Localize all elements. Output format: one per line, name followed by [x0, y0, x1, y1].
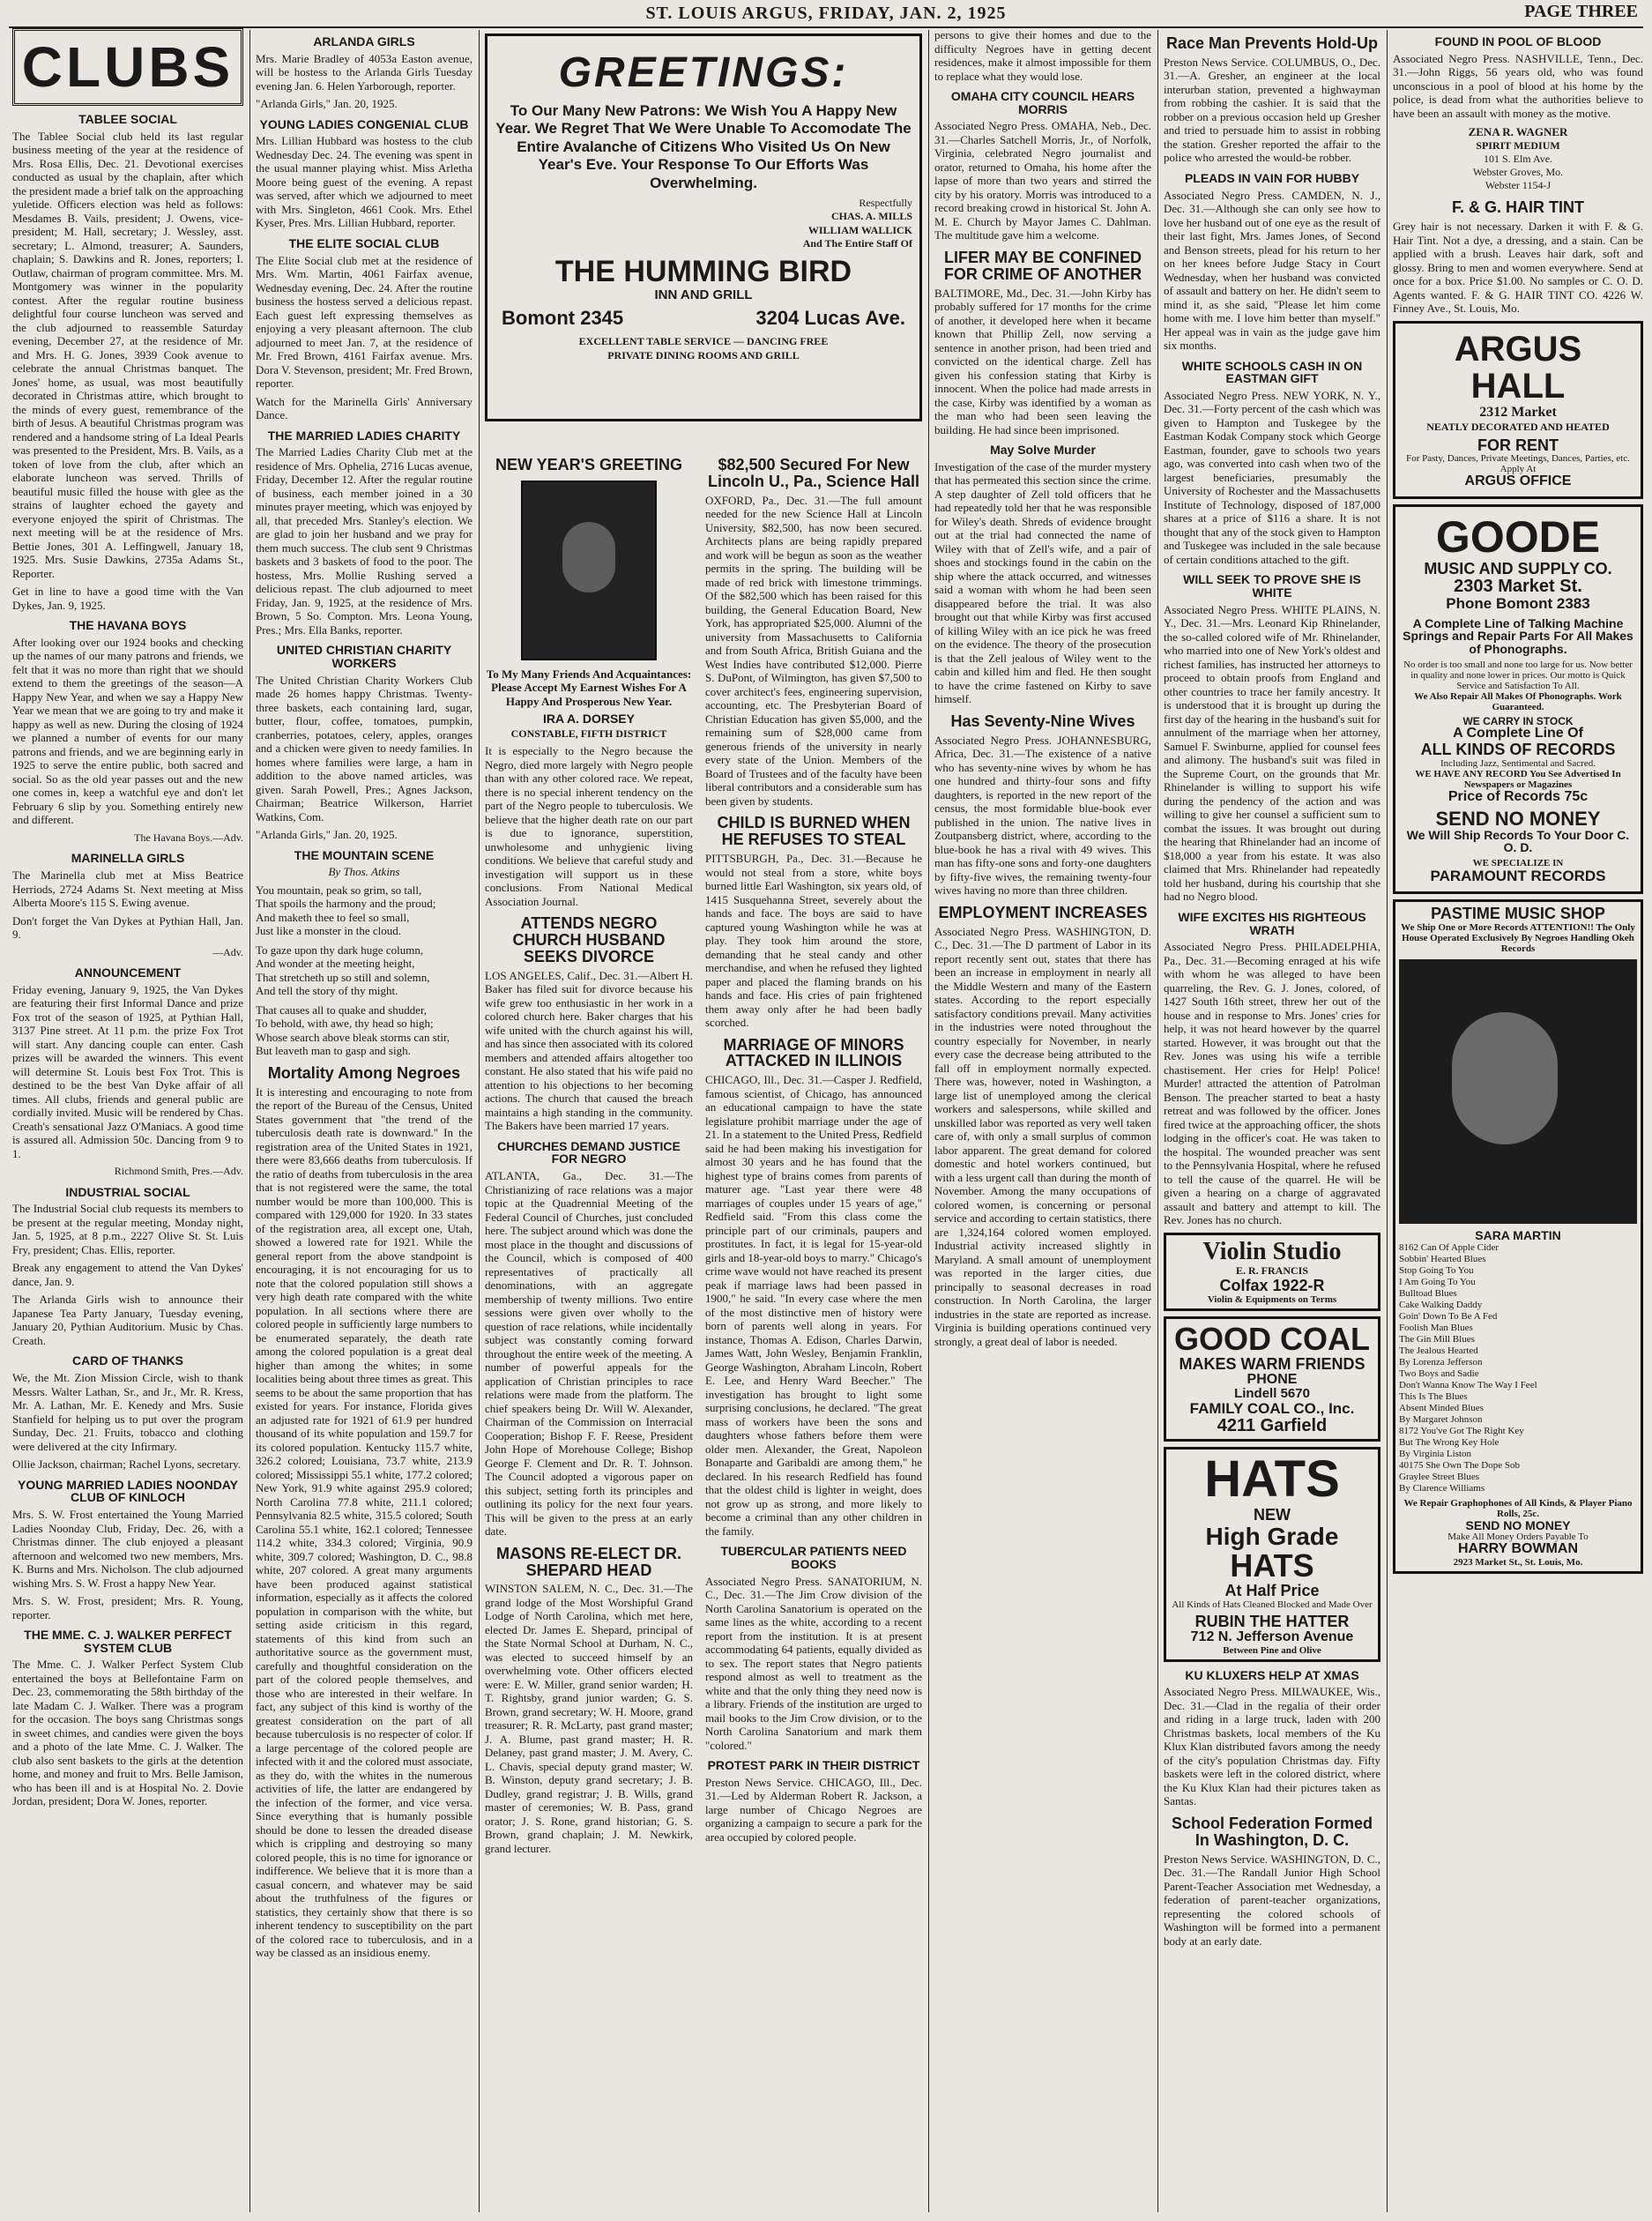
article-body: Preston News Service. COLUMBUS, O., Dec. 31.—A. Gresher, an engineer at the local interurban station, prevented a highwayman from robbing the cashier. It is said that the robber on a previous occasion held up Gresher and tried to persuade him to assist in robbing the station. Gresher reported the affair to the police who arrested the would-be robber.: [1164, 55, 1380, 165]
article-body: Mrs. Lillian Hubbard was hostess to the club Wednesday Dec. 24. The evening was spent in the usual manner playing whist. Miss Arletha Moore being guest of the evening. A repast was served, after which we adjourned to meet with Mrs. Singleton, 4661 Cook. Mrs. Ethel Kyser, Pres. Mrs. Lillian Hubbard, reporter.: [256, 134, 473, 230]
headline: CARD OF THANKS: [72, 1353, 183, 1368]
record-list-item: The Gin Mill Blues: [1399, 1333, 1475, 1345]
record-list-item: Stop Going To You: [1399, 1264, 1474, 1276]
headline: YOUNG MARRIED LADIES NOONDAY CLUB OF KINLOCH: [18, 1477, 238, 1505]
humming-bird-sub: INN AND GRILL: [654, 287, 753, 302]
column-3: [485, 450, 693, 2213]
goode-repair: We Also Repair All Makes Of Phonographs. Work Guaranteed.: [1414, 690, 1622, 712]
record-list-item: 40175 She Own The Dope Sob: [1399, 1459, 1520, 1471]
poem-line: That spoils the harmony and the proud;: [256, 897, 436, 911]
headline: LIFER MAY BE CONFINED FOR CRIME OF ANOTHER: [943, 248, 1142, 283]
coal-phone-label: PHONE: [1246, 1371, 1298, 1387]
article-body: Associated Negro Press. CAMDEN, N. J., Dec. 31.—Although she can only see how to love her husband out of one eye as the result of their last fight, Mrs. James Jones, of Second and Benson streets, plead for his return to her on her knees before Judge Stacy in Court Wednesday, when her husband was convicted of assault and battery on her. He didn't seem to mind it, as she said, "Please let him come home with me. I love him better than myself." Her appeal was in vain as the judge gave him six months.: [1164, 188, 1380, 353]
pastime-ad: [1393, 899, 1643, 1574]
record-list-item: Cake Walking Daddy: [1399, 1299, 1483, 1310]
coal-ad: [1164, 1316, 1380, 1442]
poem-line: To gaze upon thy dark huge column,: [256, 943, 424, 957]
poem-line: That stretcheth up so still and solemn,: [256, 970, 430, 984]
humming-bird-features: EXCELLENT TABLE SERVICE — DANCING FREE PRIVATE DINING ROOMS AND GRILL: [578, 335, 829, 361]
hats-title: HATS: [1204, 1450, 1340, 1509]
wagner-ad: [1393, 125, 1643, 192]
goode-specialize: WE SPECIALIZE IN: [1472, 858, 1564, 869]
headline: CHURCHES DEMAND JUSTICE FOR NEGRO: [497, 1138, 681, 1166]
greetings-names: CHAS. A. MILLS WILLIAM WALLICK And The Entire Staff Of: [802, 210, 912, 250]
notice: "Arlanda Girls," Jan. 20, 1925.: [256, 97, 398, 111]
column-rule: [1387, 30, 1388, 2212]
goode-stock: WE CARRY IN STOCK: [1462, 714, 1574, 727]
article-body: Preston News Service. CHICAGO, Ill., Dec. 31.—Led by Alderman Robert R. Jackson, a large number of Chicago Negroes are organizing a campaign to secure a park for the area occupied by colored people.: [705, 1775, 922, 1844]
headline: THE MARRIED LADIES CHARITY: [267, 428, 461, 443]
article-body: WINSTON SALEM, N. C., Dec. 31.—The grand lodge of the Most Worshipful Grand Lodge of North Carolina, which met here, elected Dr. James E. Shepard, principal of the State Normal School at Durham, N. C., was elected to succeed himself by an overwhelming vote. Other officers elected were: E. W. Miller, grand senior warden; H. T. Rightsby, grand junior warden; G. S. Brown, grand secretary; W. H. Moore, grand treasurer; R. R. McLarty, past grand master; J. A. Blume, past grand master; H. R. Delaney, past grand master; J. M. Avery, C. L. Chavis, special deputy grand master; W. B. Winston, deputy grand secretary; J. B. Dudley, grand registrar; J. B. Wills, grand master of ceremonies; W. B. Pass, grand orator; J. S. Rone, grand historian; G. S. Brown, grand chaplain; J. M. Newkirk, grand lecturer.: [485, 1582, 693, 1855]
violin-title: Violin Studio: [1202, 1237, 1342, 1265]
dateline: ST. LOUIS ARGUS, FRIDAY, JAN. 2, 1925: [645, 4, 1007, 23]
goode-line2: A Complete Line Of: [1453, 726, 1583, 742]
page-header: [0, 0, 1652, 25]
argus-address: 2312 Market: [1479, 404, 1557, 420]
poem-line: But leaveth man to gasp and sigh.: [256, 1044, 411, 1058]
article-body: Associated Negro Press. WASHINGTON, D. C., Dec. 31.—The D partment of Labor in its report recently sent out, states that there has been an increase in employment in nearly all the Middle Western and many of the Eastern states. According to the report especially satisfactory conditions prevail. Many activities in the industries were noted throughout the country especially for November, in nearly every case the decrease being attributed to the fall off in employment normally expected. There was, however, noted in Washington, a large list of unemployed among the clerical workers and salespersons, while skilled and unskilled labor was reported as very well taken care of, with only a small surplus of common labor apparent. The great demand for colored domestic and hotel workers continued, but with a less urgent call than during the month of November. Among the many occupations of colored women, is concerning or personal service and according to certain statistics, there are 1,324,164 colored women employed. Industrial activity increased slightly in Maryland. A small amount of unemployment was reported in the larger cities, due principally to seasonal decreases in road construction. In North Carolina, the larger industries in the state are reported as increase. Virginia is building operations continued very strongly, a great deal of labor is needed.: [934, 924, 1151, 1348]
goode-send: SEND NO MONEY: [1435, 807, 1601, 830]
column-rule: [249, 30, 250, 2212]
violin-name: E. R. FRANCIS: [1235, 1264, 1308, 1278]
humming-bird-phone: Bomont 2345: [502, 307, 624, 330]
coal-company: FAMILY COAL CO., Inc.: [1189, 1400, 1355, 1418]
wagner-title: SPIRIT MEDIUM: [1476, 139, 1560, 153]
article-body: Mrs. Marie Bradley of 4053a Easton avenue, will be hostess to the Arlanda Girls Tuesday evening Jan. 6. Helen Yarborough, reporter.: [256, 51, 473, 93]
hats-ad: [1164, 1447, 1380, 1662]
portrait-photo: [521, 481, 657, 660]
headline: CHILD IS BURNED WHEN HE REFUSES TO STEAL: [717, 814, 911, 849]
article-body: Friday evening, January 9, 1925, the Van Dykes are featuring their first Informal Dance and prize Fox trot of the season of 1925, at Pythian Hall, 3137 Pine street. At 11 p.m. the prize Fox Trot will start. Any dancing couple can enter. Cash prizes will be awarded the winners. This event will determine St. Louis best Fox Trot. This is destined to be the best Van Dyke affair of all times. All clubs, friends and general public are cordially invited. Music will be rendered by Chas. Creath's sensational Jazz O'Maniacs. A good time is assured all. Admission 50c. Dancing from 9 to 1.: [12, 982, 243, 1160]
article-body: To My Many Friends And Acquaintances: Please Accept My Earnest Wishes For A Happy And Prosperous New Year.: [486, 667, 692, 708]
okeh-address: 2923 Market St., St. Louis, Mo.: [1453, 1557, 1583, 1569]
record-list-item: Graylee Street Blues: [1399, 1471, 1480, 1482]
record-list-item: Foolish Man Blues: [1399, 1322, 1473, 1333]
greetings-ad: [485, 28, 922, 443]
column-6: [1164, 28, 1380, 2215]
poem-line: You mountain, peak so grim, so tall,: [256, 883, 422, 897]
article-body: ATLANTA, Ga., Dec. 31.—The Christianizing of race relations was a major topic at the Quadrennial Meeting of the Federal Council of Churches, just concluded here. The subject around which was done the most place in the thought and discussions of the Council, which is composed of 400 representatives of practically all denominations, with an aggregate membership of twenty millions. Two entire sessions were given over wholly to the question of race relations, while incidentally subject was constantly coming forward throughout the entire week of the meeting. A number of powerful appeals for the application of Christian principles to race relations were made from the platform. The chief speakers being Dr. Will W. Alexander, Chairman of the Commission on Interracial Cooperation; Bishop F. F. Reese, President John Hope of Morehouse College; Bishop George F. Clement and Dr. R. T. Johnson. The Council adopted a vigorous paper on this subject, setting forth its principles and outlining its policy for the next four years. This will be given to the press at an early date.: [485, 1169, 693, 1539]
goode-have: WE HAVE ANY RECORD You See Advertised In Newspapers or Magazines: [1415, 768, 1621, 790]
column-rule: [1157, 30, 1158, 2212]
headline: TABLEE SOCIAL: [78, 112, 177, 126]
headline: THE ELITE SOCIAL CLUB: [288, 235, 440, 250]
column-2: [256, 28, 473, 2215]
record-list-item: By Virginia Liston: [1399, 1448, 1472, 1459]
headline: WILL SEEK TO PROVE SHE IS WHITE: [1183, 572, 1361, 600]
notice: Watch for the Marinella Girls' Anniversary Dance.: [256, 394, 473, 422]
article-body: The Industrial Social club requests its members to be present at the regular meeting, Monday night, Jan. 5, 1925, at 8 p.m., 2227 Olive St. St. Luis Fry, president; Chas. Ellis, reporter.: [12, 1202, 243, 1256]
article-body: It is interesting and encouraging to note from the report of the Bureau of the Census, United States government that "the trend of the tuberculosis death rate is downward." In the registration area of the United States in 1921, there were 83,666 deaths from tuberculosis. If the ratio of deaths from tuberculosis in the area that is not registered were the same, the total number would be more than 100,000. This is compared with 129,000 for 1920. In 33 states of the registration area, all except one, Utah, showed a lowered rate for 1921. While the general report from the above standpoint is encouraging, it is not encouraging for us to note that the colored population still shows a very high death rate compared with the white population. In all sections where there are colored people in sufficiently large numbers to be enumerated separately, the death rate among the colored population is a great deal higher than among the whites; in some localities being about three times as great. This seems to be about the same proportion that has existed for years. For instance, Florida gives an adjusted rate for 1921 of 61.9 per hundred thousand of its white population and 159.7 for its colored population. Kentucky 115.7 white, 326.2 colored; Louisiana, 73.7 white, 213.9 colored; Mississippi 55.1 white, 177.2 colored; New York, 91.9 white against 295.9 colored; North Carolina 77.8 white, 211.1 colored; Pennsylvania 82.5 white, 315.5 colored; South Carolina 55.1 white, 162.1 colored; Tennessee 114.2 white, 334.3 colored; Virginia, 90.9 white, 309.7 colored; Washington, D. C., 98.8 white, 207 colored. A great many arguments have been produced against statistical information, especially as it affects the colored population in comparison with the white, but setting aside criticism in this regard, statements of this kind from such an authoritative source as the government must, carefully and thoughtful consideration on the part of the colored people themselves, and those who are interested in their welfare. In fact, any subject of this kind is worthy of the greatest consideration on the part of all because tuberculosis is no respecter of color. If a large percentage of the colored people are infected with it and the colored must associate, as they do, with the whites in the numerous activities of life, the latter are endangered by the infection of the former, and vice versa. Since everything that is humanly possible should be done to lessen the dreaded disease which is crippling and destroying so many colored people, this is no time for ignorance or indifference. We believe that it is more than a casual concern, and whatever may be said about the truthfulness of the figures or statistics, they certainly show that there is so inherent tendency to susceptibility on the part of the colored race to tuberculosis, and in a way be classed as an insidious enemy.: [256, 1084, 473, 1960]
record-list-item: But The Wrong Key Hole: [1399, 1436, 1499, 1448]
record-list-item: Absent Minded Blues: [1399, 1402, 1484, 1413]
subheadline: May Solve Murder: [990, 443, 1096, 458]
portrait-face: [562, 522, 615, 593]
headline: WIFE EXCITES HIS RIGHTEOUS WRATH: [1178, 909, 1366, 937]
article-body: The Elite Social club met at the residence of Mrs. Wm. Martin, 4061 Fairfax avenue, Wednesday evening, Dec. 24. After the routine business the hostess served a delicious repast. Each guest left expressing themselves as enjoying a very pleasant afternoon. The club adjourned to meet Jan. 7, at the residence of Mr. Fred Brown, 4161 Fairfax avenue. Mrs. Dora V. Stevenson, president; Mr. Fred Brown, reporter.: [256, 253, 473, 391]
headline: Race Man Prevents Hold-Up: [1165, 34, 1379, 52]
poem-line: To behold, with awe, thy head so high;: [256, 1017, 434, 1031]
page-number: PAGE THREE: [1524, 2, 1638, 21]
argus-office: ARGUS OFFICE: [1464, 473, 1572, 489]
record-list-item: The Jealous Hearted: [1399, 1345, 1478, 1356]
headline: F. & G. HAIR TINT: [1452, 198, 1584, 217]
wagner-city: Webster Groves, Mo.: [1472, 166, 1564, 179]
headline: PLEADS IN VAIN FOR HUBBY: [1184, 170, 1360, 185]
signature: IRA A. DORSEY: [543, 712, 635, 727]
article-body: Associated Negro Press. NEW YORK, N. Y., Dec. 31.—Forty percent of the cash which was given to Hampton and Tuskegee by the Eastman Kodak Company stock which George Eastman, founder, gave to schools two years ago, was converted into cash when two of the largest beneficiaries, presumably the University of Rochester and the Massachusetts Institute of Technology, disposed of 187,000 shares at a price of $116 a share. It is not thought that any of the stock given to Hampton and Tuskegee was included in the sale because of certain conditions attached to the gift.: [1164, 388, 1380, 566]
headline: Has Seventy-Nine Wives: [950, 712, 1135, 730]
record-list-item: 8172 You've Got The Right Key: [1399, 1425, 1524, 1436]
article-body: Preston News Service. WASHINGTON, D. C., Dec. 31.—The Randall Junior High School Parent-Teacher Association met Wednesday, a federation of parent-teacher organizations, representing the colored schools of Washington will be formed into a permanent body at an early date.: [1164, 1852, 1380, 1948]
article-body: Mrs. S. W. Frost entertained the Young Married Ladies Noonday Club, Friday, Dec. 26, with a Christmas dinner. The club enjoyed a pleasant afternoon and welcomed two new members, Mrs. K. Burns and Mrs. Nicholson. The club adjourned wishing Mrs. S. W. Frost a happy New Year.: [12, 1508, 243, 1590]
okeh-artist: SARA MARTIN: [1475, 1227, 1561, 1242]
pastime-body: We Ship One or More Records ATTENTION!! The Only House Operated Exclusively By Negroes Handling Okeh Records: [1401, 921, 1635, 954]
headline: ATTENDS NEGRO CHURCH HUSBAND SEEKS DIVORCE: [512, 914, 666, 965]
record-list-item: Don't Wanna Know The Way I Feel: [1399, 1379, 1537, 1390]
violin-phone: Colfax 1922-R: [1219, 1277, 1325, 1295]
hats-name: RUBIN THE HATTER: [1194, 1612, 1350, 1630]
headline: MARRIAGE OF MINORS ATTACKED IN ILLINOIS: [723, 1035, 904, 1070]
record-list-item: Bulltoad Blues: [1399, 1287, 1457, 1299]
headline: KU KLUXERS HELP AT XMAS: [1185, 1667, 1359, 1682]
headline: Mortality Among Negroes: [267, 1063, 461, 1082]
article-body: Associated Negro Press. NASHVILLE, Tenn., Dec. 31.—John Riggs, 56 years old, who was found unconscious in a pool of blood at his home by the police, is dead from what the authorities believe to have been an assault with money as the motive.: [1393, 51, 1643, 120]
goode-ship: We Will Ship Records To Your Door C. O. D.: [1406, 827, 1630, 855]
poem-line: And tell the story of thy might.: [256, 984, 398, 998]
coal-sub: MAKES WARM FRIENDS: [1179, 1354, 1366, 1373]
argus-rent: FOR RENT: [1477, 436, 1559, 454]
record-list-item: By Clarence Williams: [1399, 1482, 1485, 1494]
goode-line: A Complete Line of Talking Machine Springs and Repair Parts For All Makes of Phonographs.: [1403, 615, 1633, 656]
poem-line: Just like a monster in the cloud.: [256, 924, 402, 938]
argus-apply: Apply At: [1499, 464, 1537, 475]
record-list-item: Two Boys and Sadie: [1399, 1368, 1479, 1379]
clubs-title: CLUBS: [21, 35, 234, 99]
wagner-name: ZENA R. WAGNER: [1468, 125, 1568, 139]
record-list-item: By Lorenza Jefferson: [1399, 1356, 1483, 1368]
signature: The Havana Boys.—Adv.: [134, 831, 243, 844]
goode-sub: MUSIC AND SUPPLY CO.: [1424, 559, 1612, 578]
coal-phone: Lindell 5670: [1234, 1386, 1310, 1402]
headline: MASONS RE-ELECT DR. SHEPARD HEAD: [495, 1544, 681, 1579]
column-1: [12, 28, 243, 2215]
headline: OMAHA CITY COUNCIL HEARS MORRIS: [950, 89, 1135, 116]
signature: Ollie Jackson, chairman; Rachel Lyons, secretary.: [12, 1457, 242, 1472]
pastime-title: PASTIME MUSIC SHOP: [1431, 904, 1605, 922]
column-7: [1393, 28, 1643, 2215]
hats-new: NEW: [1254, 1505, 1291, 1524]
goode-address: 2303 Market St.: [1454, 576, 1582, 596]
woman-face: [1452, 1012, 1558, 1144]
hats-hats: HATS: [1230, 1547, 1314, 1584]
poem-line: And maketh thee to feel so small,: [256, 910, 410, 924]
article-body: LOS ANGELES, Calif., Dec. 31.—Albert H. Baker has filed suit for divorce because his wife grew too enthusiastic in her work in a colored church here. Baker charges that his wife united with the church against his will, and has since then associated with its colored members and attended affairs altogether too constant. He also stated that his wife paid no attention to his objections to her becoming actions. The church that caused the breach maintains a high standing in the community. The Bakers have been married 17 years.: [485, 968, 693, 1133]
column-4: [705, 450, 922, 2213]
column-rule: [479, 30, 480, 2212]
record-list-item: Goin' Down To Be A Fed: [1399, 1310, 1498, 1322]
argus-for: For Pasty, Dances, Private Meetings, Dances, Parties, etc.: [1406, 453, 1630, 465]
signature: Mrs. S. W. Frost, president; Mrs. R. Young, reporter.: [12, 1594, 243, 1621]
poem-line: Whose search above bleak storms can stir,: [256, 1030, 450, 1044]
article-body: OXFORD, Pa., Dec. 31.—The full amount needed for the new Science Hall at Lincoln University, $82,500, has now been secured. Architects plans are being rapidly prepared and work will be begun as soon as the weather permits in the spring. The building will be made of red brick with limestone trimmings. Of the $82,500 which has been raised for this building, the General Education Board, New York, has appropriated $25,000. Alumni of the university from Massachusetts to California and from South Africa, British Guiana and the West Indies have contributed $12,000. Pierre S. DuPont, of Wilmington, has given $7,500 to cover architect's fees, engineering supervision, accounting, etc. The Presbyterian Board of Christian Education has given $5,000, and the remaining sum of $28,000 came from generous friends of the university in nearly every state of the Union. Members of the Board of Trustees and of the faculty have been liberal contributors and a considerable sum has been given by students.: [705, 493, 922, 808]
okeh-send: SEND NO MONEY: [1465, 1517, 1571, 1532]
goode-phone: Phone Bomont 2383: [1446, 594, 1590, 612]
article-body: The Tablee Social club held its last regular business meeting of the year at the residence of Mrs. Rosa Ellis, Dec. 21. Devotional exercises conducted as usual by the chaplain, after which the president made a brief talk on the approaching yuletide. Officers election was held as follows: Mesdames B. Vails, president; J. Owens, vice-president; M. Hall, secretary; J. Wessley, asst. secretary; L. Almond, treasurer; A. Saunders, chaplain; S. Dawkins and R. Jones, reporters; I. Outlaw, chairman of program committee. Mrs. M. Montgomery was winner in the popularity contest. After the regular routine business delightful four course luncheon was served and the club adjourned to reassemble Saturday evening, December 27, at the residence of Mr. and Mrs. H. G. Jones, 3939 Cook avenue to celebrate the annual Christmas banquet. The Jones' home, as usual, was most beautifully decorated in Christmas attire, which brought to the minds of every guest, remembrance of the birth of Jesus. A beautiful Christmas program was rendered and a handsome string of La Ideal Pearls was presented to the President, Mrs. B. Vails, as a token of love from the club, after which an elaborate luncheon was served. Thrills of beautiful music filled the house with glee as the strains of laughter echoed the gayety and everyone enjoyed the spirit of Christmas. The next meeting will be at the residence of Mrs. Bettie Jones, 301 A. Leffingwell, January 18, 1925. Mrs. Susie Dawkins, 2735a Adams St., Reporter.: [12, 129, 243, 580]
hats-address: 712 N. Jefferson Avenue: [1190, 1628, 1354, 1644]
article-body: PITTSBURGH, Pa., Dec. 31.—Because he would not steal from a store, white boys burned little Earl Washington, six years old, of 1415 Susquehanna Street, severely about the hands and face. The boys are said to have captured young Washington while he was at play. They took him around the store, demanding that he steal candy and other merchandise, and when he refused they lighted paper and placed the flaming brands on his hands and face. His cries of pain frightened them away only after he had been badly scorched.: [705, 852, 922, 1030]
article-body: Investigation of the case of the murder mystery that has permeated this section since the crime. A step daughter of Zell told officers that he had repeatedly told her that he was responsible for Wiley's death. Shreds of evidence brought out at the trial had connected the name of Wiley with that of Zell's wife, and a pair of shoes and stockings found in the cabin on the ship where the attack occurred, and witnesses said a woman with whom he had been seen disappeared before the trial. It was also brought out that while Kirby was first accused of killing Wiley with an ice pick he was freed on the evidence. The theory of the prosecution is that the Zell jealous of Wiley went to the cabin and killed him and fled. He then sought to have the crime fastened on Kirby to save himself.: [934, 459, 1151, 706]
okeh-repair: We Repair Graphophones of All Kinds, & Player Piano Rolls, 25c.: [1403, 1497, 1633, 1519]
humming-bird-contact: [502, 307, 905, 330]
hats-sub: All Kinds of Hats Cleaned Blocked and Made Over: [1172, 1599, 1373, 1610]
greetings-box: [485, 34, 922, 421]
notice: Don't forget the Van Dykes at Pythian Hall, Jan. 9.: [12, 913, 243, 942]
argus-hall-ad: [1393, 321, 1643, 500]
okeh-orders: Make All Money Orders Payable To: [1447, 1532, 1589, 1543]
notice: Get in line to have a good time with the Van Dykes, Jan. 9, 1925.: [12, 585, 243, 612]
headline: PROTEST PARK IN THEIR DISTRICT: [707, 1758, 920, 1773]
record-list-item: Sobbin' Hearted Blues: [1399, 1253, 1486, 1264]
greetings-respectfully: Respectfully: [859, 196, 912, 209]
adv-mark: —Adv.: [212, 945, 243, 958]
signature: Richmond Smith, Pres.—Adv.: [114, 1165, 243, 1178]
article-body: Associated Negro Press. SANATORIUM, N. C., Dec. 31.—The Jim Crow division of the North Carolina Sanatorium is operated on the same lines as the white, according to a recent report from the institution. It is at present accommodating 64 patients, equally divided as to sex. The report states that Negro patients respond almost as well to treatment as the white and that the only thing they need now is a library. Friends of the institution are urged to mail books to the Jim Crow division, or to the North Carolina Sanatorium and mark them "colored.": [705, 1574, 922, 1752]
headline: School Federation Formed In Washington, D. C.: [1171, 1814, 1373, 1849]
wagner-phone: Webster 1154-J: [1485, 179, 1552, 192]
argus-sub: NEATLY DECORATED AND HEATED: [1426, 420, 1610, 433]
column-5: [934, 28, 1151, 2215]
record-list-item: This Is The Blues: [1399, 1390, 1468, 1402]
hats-location: Between Pine and Olive: [1223, 1644, 1321, 1656]
article-body: The United Christian Charity Workers Club made 26 homes happy Christmas. Twenty-three baskets, each containing lard, sugar, butter, flour, coffee, tomatoes, pumpkin, cranberries, potatoes, celery, apples, oranges and a chicken were given to needy families. In homes where families were large, a ham in addition to the above named articles, was given. Sarah Powell, Pres.; Agnes Jackson, Chairman; Beatrice Wilkerson, Harriet Watkins, Com.: [256, 673, 473, 824]
violin-ad: [1164, 1233, 1380, 1311]
greetings-title: GREETINGS:: [558, 49, 849, 96]
headline: TUBERCULAR PATIENTS NEED BOOKS: [720, 1544, 907, 1572]
woman-photo: [1399, 959, 1637, 1224]
okeh-record-list: [1399, 1242, 1637, 1494]
article-body: persons to give their homes and due to the difficulty Negroes have in getting decent residences, make it almost impossible for them to replace what they would lose.: [934, 28, 1151, 83]
article-body: Associated Negro Press. PHILADELPHIA, Pa., Dec. 31.—Becoming enraged at his wife with whom he was alleged to have been quarreling, the Rev. G. J. Jones, colored, of 1427 South 16th street, threw her out of the house and in response to Mrs. Jones' cries for help, it was not heard however by the quarrel started. However, it was brought out that the Rev. Jones was using his wife a terrible chastisement. Her cries for Help! Police! Murder! attracted the attention of Patrolman Benson. The preacher started to beat a hasty retreat and was followed by the officer. Jones fired twice at the approaching officer, the shots lodging in the officer's coat. He was taken to the hospital. The wounded preacher was sent to the Pennsylvania Hospital, where he refused to tell the cause of the quarrel. He will be given a hearing on a charge of aggravated assault and battery and attempt to kill. The Rev. Jones has no church.: [1164, 940, 1380, 1227]
headline: ARLANDA GIRLS: [313, 34, 415, 48]
article-body: The Married Ladies Charity Club met at the residence of Mrs. Ophelia, 2716 Lucas avenue, Friday, December 12. After the regular routine of business, each member joined in a 30 minutes prayer meeting, which was enjoyed by all, that preceded Mrs. Stanley's election. We are glad to join her husband and we pray for them much success. The club sent 9 Christmas baskets and 3 baskets of food to the poor. The hostess, Mrs. Mollie Rushing served a delicious repast. The club adjourned to meet Friday, Jan. 9, 1925, at the residence of Mrs. Brown, 5 So. Compton. Mrs. Leona Young, Pres.; Mrs. Ella Banks, reporter.: [256, 445, 473, 637]
article-body: Associated Negro Press. MILWAUKEE, Wis., Dec. 31.—Clad in the regalia of their order and riding in a large truck, laden with 200 Christmas baskets, local members of the Ku Klux Klan distributed favors among the needy of the city's population Christmas day. Fifty baskets were left in the colored district, where the Ku Klux Klan had their pictures taken as Santas.: [1164, 1685, 1380, 1808]
goode-includes: Including Jazz, Sentimental and Sacred.: [1440, 757, 1596, 769]
signature-title: CONSTABLE, FIFTH DISTRICT: [510, 727, 667, 741]
article-body: Grey hair is not necessary. Darken it with F. & G. Hair Tint. Not a dye, a dressing, and a stain. Can be applied with a brush. Leaves hair dark, soft and glossy. Bring to men and women everywhere. Send at once for a box. Price $1.00. No samples or C. O. D. Agents wanted. F. & G. HAIR TINT CO. 4226 W. Finney Ave., St. Louis, Mo.: [1393, 220, 1643, 316]
headline: EMPLOYMENT INCREASES: [938, 903, 1148, 921]
article-body: Associated Negro Press. OMAHA, Neb., Dec. 31.—Charles Satchell Morris, Jr., of Norfolk, Virginia, celebrated Negro journalist and orator, returned to Omaha, his home after the lapse of more than two years and stirred the city by his oratory. Morris was introduced to a record breaking crowd in historical St. John A. M. E. Church by Mayor James C. Dahlman. The multitude gave him a welcome.: [934, 119, 1151, 242]
notice: The Arlanda Girls wish to announce their Japanese Tea Party January, Tuesday evening, January 20, Pythian Auditorium. Music by Chas. Creath.: [12, 1293, 243, 1347]
hats-price: At Half Price: [1224, 1582, 1320, 1600]
goode-price: Price of Records 75c: [1447, 788, 1589, 804]
goode-title: GOODE: [1435, 512, 1601, 563]
headline: NEW YEAR'S GREETING: [495, 456, 682, 473]
greetings-body: To Our Many New Patrons: We Wish You A Happy New Year. We Regret That We Were Unable To Accomodate The Entire Avalanche of Citizens Who Visited Us On New Year's Eve. Your Response To Our Efforts Was Overwhelming.: [495, 102, 912, 191]
headline: ANNOUNCEMENT: [74, 965, 182, 980]
article-body: After looking over our 1924 books and checking up the names of our many patrons and friends, we felt that it was no more than right that we should extend to them the greetings of the season—A Happy New Year, and when we say a Happy New Year we mean that we are going to try and make it happy as well as new. During the closing of 1924 we planned a number of events for our many patrons and friends, and we are beginning early in 1925 to serve the entire public, both sacred and social. So as the old year passes out and the new one comes in, keep a watchful eye and don't let February 6 slip by you. Something entirely new and different.: [12, 635, 243, 827]
byline: By Thos. Atkins: [328, 865, 400, 879]
goode-records: ALL KINDS OF RECORDS: [1420, 740, 1616, 758]
notice: "Arlanda Girls," Jan. 20, 1925.: [256, 828, 398, 842]
headline: MARINELLA GIRLS: [71, 851, 185, 866]
goode-paramount: PARAMOUNT RECORDS: [1430, 868, 1606, 885]
article-body: CHICAGO, Ill., Dec. 31.—Casper J. Redfield, famous scientist, of Chicago, has announced an educational campaign to have the state legislature prohibit marriage under the age of 21. In a statement to the United Press, Redfield said he had been making his investigation for almost 30 years and he has found that the highest type of brains comes from parents of maturer age. "Last year there were 48 marriages of couples under 15 years of age," Redfield said. "From this class come the principle part of our criminals, paupers and prostitutes. In fact, it is legal for 15-year-old girls and 18-year-old boys to marry." Chicago's crime wave would not have reached its present peak if marriage laws had been passed in 1900," he said. "In every case where the men of the most distinctive men of history were born of parents well along in years. For instance, Thomas A. Edison, Charles Darwin, James Watt, John Wesley, Benjamin Franklin, George Washington, Abraham Lincoln, Robert E. Lee, and Henry Ward Beecher." The investigation has brought to light some surprising conclusions, he declared. "The great mass of workers have been the sons and daughters whose fathers before them were older men. Alexander, the Great, Napoleon Bonaparte and Garibaldi are among them," he declared. In his research Redfield has found that the oldest child is lighter in weight, does not grow up as strong, and more likely to become a criminal than any other children in the family.: [705, 1073, 922, 1538]
humming-bird-name: THE HUMMING BIRD: [554, 254, 852, 288]
headline: THE HAVANA BOYS: [69, 618, 187, 633]
headline: FOUND IN POOL OF BLOOD: [1434, 34, 1602, 48]
headline: THE MOUNTAIN SCENE: [294, 847, 435, 862]
poem-line: And wonder at the meeting height,: [256, 957, 415, 971]
okeh-name: HARRY BOWMAN: [1458, 1541, 1578, 1557]
article-body: The Mme. C. J. Walker Perfect System Club entertained the boys at Bellefontaine Farm on Dec. 23, commemorating the 58th birthday of the late Madam C. J. Walker. There was a program for the occasion. The boys sang Christmas songs in sweet chimes, and candies were given the boys and a photo of the late Mme. C. J. Walker. The club also sent baskets to the girls at the detention home, and money and fruit to Mrs. Belle Jamison, who has been ill and is at Hospital No. 2. Dovie Jordan, president; Dora W. Jones, reporter.: [12, 1658, 243, 1808]
wagner-address: 101 S. Elm Ave.: [1483, 153, 1553, 166]
goode-ad: [1393, 504, 1643, 894]
article-body: Associated Negro Press. JOHANNESBURG, Africa, Dec. 31.—The existence of a native who has seventy-nine wives by whom he has one hundred and thirty-four sons and fifty daughters, is reported in the new report of the census, the most formidable blue-book ever published in the union. The native lives in Zoutpansberg district, where, according to the blue-book he has a rival with 49 wives. This man has fifty-one sons and forty-one daughters by fifty-five wives, the remaining twenty-four wives having no more than three children.: [934, 733, 1151, 898]
article-body: BALTIMORE, Md., Dec. 31.—John Kirby has probably suffered for 17 months for the crime of another, it developed here when it became known that Phillip Zell, now serving a sentence in another prison, had been tried and convicted on the identical charge. Zell has given his confession stating that Kirby is innocent. When the police had made arrests in the case, Kirby was identified by a woman as the man who had been seen leaving the building. He had since been imprisoned.: [934, 286, 1151, 436]
coal-title: GOOD COAL: [1174, 1320, 1370, 1357]
hats-grade: High Grade: [1205, 1522, 1339, 1550]
argus-title: ARGUS HALL: [1454, 329, 1582, 406]
poem: [256, 883, 473, 1058]
headline: YOUNG LADIES CONGENIAL CLUB: [259, 116, 469, 131]
clubs-masthead: [12, 28, 243, 106]
poem-line: That causes all to quake and shudder,: [256, 1002, 428, 1017]
article-body: The Marinella club met at Miss Beatrice Herriods, 2724 Adams St. Next meeting at Miss Alberta Moore's 115 S. Ewing avenue.: [12, 868, 243, 910]
violin-sub: Violin & Equipments on Terms: [1207, 1293, 1337, 1305]
record-list-item: 8162 Can Of Apple Cider: [1399, 1241, 1499, 1253]
column-rule: [928, 30, 929, 2212]
record-list-item: By Margaret Johnson: [1399, 1413, 1483, 1425]
record-list-item: I Am Going To You: [1399, 1276, 1476, 1287]
article-body: It is especially to the Negro because the Negro, died more largely with Negro people than with any other colored race. We repeat, there is no special inherent tendency on the part of the Negro people to tuberculosis. We believe that the higher death rate on our part is due to ignorance, superstition, unwholesome and unhygienic living conditions. We believe that careful study and investigation will support us in these conclusions. From National Medical Association Journal.: [485, 744, 693, 908]
article-body: Associated Negro Press. WHITE PLAINS, N. Y., Dec. 31.—Mrs. Leonard Kip Rhinelander, the so-called colored wife of Mr. Rhinelander, who married into one of New York's oldest and richest families, has instructed her attorneys to proceed to obtain proofs from England and other countries to trace her family ancestry. It is understood that it is brought up during the first day of the hearing in the husband's suit for annulment of the marriage when her attorney, Samuel F. Swinburne, applied for counsel fees and alimony. The husband's suit was filed in the Supreme Court, on the grounds that Mr. Rhinelander is willing to support his wife during the pendency of the action and was willing to give her counsel a sufficient sum to combat the issues. It was brought out during the hearing that Rhinelander had an income of $18,000 a year from his estate. It was also claimed that Mrs. Rhinelander had repeatedly told her husband, during his courtship that she had no Negro blood.: [1164, 602, 1380, 904]
headline: INDUSTRIAL SOCIAL: [65, 1184, 190, 1199]
humming-bird-address: 3204 Lucas Ave.: [755, 307, 905, 330]
headline: UNITED CHRISTIAN CHARITY WORKERS: [276, 643, 452, 670]
headline: $82,500 Secured For New Lincoln U., Pa., Science Hall: [707, 456, 920, 490]
headline: THE MME. C. J. WALKER PERFECT SYSTEM CLUB: [24, 1628, 232, 1655]
goode-terms: No order is too small and none too large for us. Now better in quality and none lower in prices. Our motto is Quick Service and Satisfaction To All.: [1403, 659, 1633, 691]
coal-address: 4211 Garfield: [1217, 1416, 1328, 1436]
notice: Break any engagement to attend the Van Dykes' dance, Jan. 9.: [12, 1261, 243, 1288]
article-body: We, the Mt. Zion Mission Circle, wish to thank Messrs. Walter Lathan, Sr., and Jr., Mr. R. Kress, Mr. A. Lathan, Mr. E. Kenedy and Mrs. Susie Stanfield for helping us to put over the program Sunday, Dec. 21. Fruits, tobacco and clothing were delivered at the city Infirmary.: [12, 1371, 243, 1453]
headline: WHITE SCHOOLS CASH IN ON EASTMAN GIFT: [1181, 358, 1363, 386]
